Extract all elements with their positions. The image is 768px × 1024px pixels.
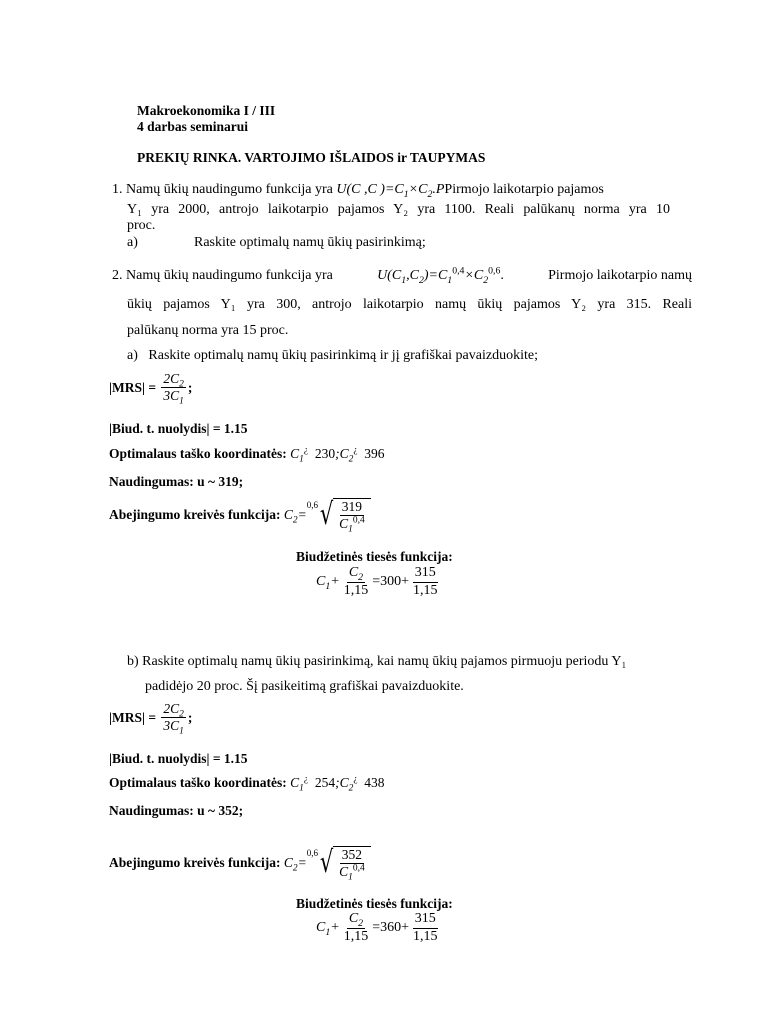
problem-1-text-cont: Pirmojo laikotarpio pajamos [444,182,604,197]
budget-y2-b: 315 [413,912,438,929]
problem-1 [112,182,604,198]
budget-slope-b: |Biud. t. nuolydis| = 1.15 [109,751,248,766]
budget-slope-a: |Biud. t. nuolydis| = 1.15 [109,421,248,436]
problem-2-question-a-text: Raskite optimalų namų ūkių pasirinkimą ir jį grafiškai pavaizduokite; [148,348,538,363]
budget-div-a-2: 1,15 [413,582,438,598]
budget-equation-b: $C_1+$ $\frac{C_2}{1,15}$ = 360 + $\frac{315}{1,15}$ [316,911,438,944]
budget-y1-a: 300 [380,574,402,590]
topic-heading: PREKIŲ RINKA. VARTOJIMO IŠLAIDOS ir TAUPYMAS [137,150,486,165]
utility-function-1: U(C ,C )$=C_1\times C_2.P$ [336,182,445,200]
problem-1-line-3: proc. [127,218,156,233]
mrs-label-b: |MRS| = [109,709,157,725]
c2-value-a: 396 [364,446,385,461]
problem-2-text: Namų ūkių naudingumo funkcija yra [126,268,333,283]
budget-title-a: Biudžetinės tiesės funkcija: [296,549,453,564]
problem-2-question-b [127,654,626,670]
problem-2-text-cont: Pirmojo laikotarpio namų [548,268,692,283]
budget-div-b-2: 1,15 [413,928,438,944]
optimal-point-a: Optimalaus taško koordinatės: $C_1^¿$ $230;C_2^¿$ 396 [109,445,385,465]
problem-2-line-2 [127,297,692,313]
budget-y1-b: 360 [380,920,402,936]
problem-1-text: Namų ūkių naudingumo funkcija yra [126,182,333,197]
course-subtitle: 4 darbas seminarui [137,119,249,134]
c2-value-b: 438 [364,775,385,790]
problem-2-question-b-label: b) [127,654,139,669]
budget-div-b-1: 1,15 [343,928,369,944]
problem-1-question-a: Raskite optimalų namų ūkių pasirinkimą; [194,235,426,250]
optimal-point-label-b: Optimalaus taško koordinatės: [109,775,287,790]
problem-2 [112,265,692,286]
indifference-label-b: Abejingumo kreivės funkcija: [109,854,281,870]
budget-title-b: Biudžetinės tiesės funkcija: [296,896,453,911]
radical-b: 0,6 √ $\frac{352}{C_1^{0,4}}$ [307,846,371,879]
indifference-curve-b: Abejingumo kreivės funkcija: $C_2=$ 0,6 √ $\frac{352}{C_1^{0,4}}$ [109,846,371,879]
optimal-point-b: Optimalaus taško koordinatės: $C_1^¿$ $254;C_2^¿$ 438 [109,774,385,794]
indiff-u-a: 319 [340,500,364,516]
mrs-label-a: |MRS| = [109,379,157,395]
budget-y2-a: 315 [413,566,438,583]
problem-2-number-and-text [112,268,333,284]
problem-2-question-b-line-1: Raskite optimalų namų ūkių pasirinkimą, kai namų ūkių pajamos pirmuoju periodu Y₁ [142,654,627,669]
problem-2-question-b-line-2: padidėjo 20 proc. Šį pasikeitimą grafiškai pavaizduokite. [145,679,464,694]
problem-2-line-3: palūkanų norma yra 15 proc. [127,323,289,338]
problem-2-text-line-2: ūkių pajamos Y₁ yra 300, antrojo laikotarpio namų ūkių pajamos Y₂ yra 315. Reali [127,297,692,312]
course-title: Makroekonomika I / III [137,103,276,118]
problem-1-question-a-label: a) [127,235,138,250]
mrs-formula-b: |MRS| = $\frac{2C_2}{3C_1}$ ; [109,701,193,737]
problem-2-question-a [127,348,538,364]
radical-a: 0,6 √ $\frac{319}{C_1^{0,4}}$ [307,498,371,531]
problem-1-number: 1. [112,182,123,197]
indifference-label-a: Abejingumo kreivės funkcija: [109,506,281,522]
problem-1-line-2 [127,202,670,218]
budget-div-a-1: 1,15 [343,582,369,598]
mrs-formula-a: |MRS| = $\frac{2C_2}{3C_1}$ ; [109,371,193,407]
indiff-u-b: 352 [340,848,364,864]
utility-value-a: Naudingumas: u ~ 319; [109,474,244,489]
c1-value-b: 254 [314,775,336,790]
utility-function-2: $U(C_1,C_2)=C_1^{0,4}\times C_2^{0,6}$. [377,265,504,286]
budget-equation-a: $C_1+$ $\frac{C_2}{1,15}$ = 300 + $\frac{315}{1,15}$ [316,565,438,598]
indifference-curve-a: Abejingumo kreivės funkcija: $C_2=$ 0,6 √ $\frac{319}{C_1^{0,4}}$ [109,498,371,531]
c1-value-a: 230 [314,446,336,461]
problem-2-number: 2. [112,268,123,283]
problem-2-question-a-label: a) [127,348,138,363]
optimal-point-label-a: Optimalaus taško koordinatės: [109,446,287,461]
mrs-fraction-a: $\frac{2C_2}{3C_1}$ [163,371,184,407]
problem-1-text-line-2: Y₁ yra 2000, antrojo laikotarpio pajamos Y₂ yra 1100. Reali palūkanų norma yra 10 [127,202,670,217]
utility-value-b: Naudingumas: u ~ 352; [109,803,244,818]
mrs-fraction-b: $\frac{2C_2}{3C_1}$ [163,701,184,737]
